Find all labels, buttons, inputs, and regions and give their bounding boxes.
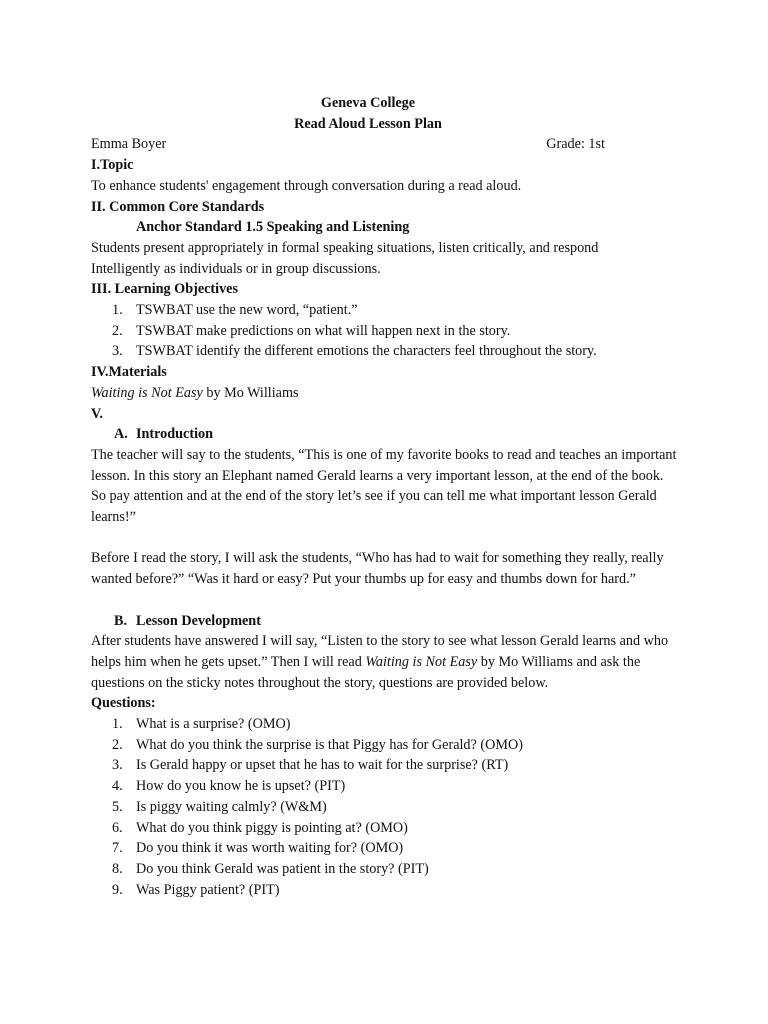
questions-heading: Questions: <box>91 695 156 712</box>
list-text: Do you think it was worth waiting for? (OMO) <box>136 840 404 857</box>
author-grade-row <box>91 134 605 155</box>
topic-heading: I.Topic <box>91 157 134 174</box>
objectives-heading: III. Learning Objectives <box>91 281 238 298</box>
list-number: 8. <box>112 860 123 877</box>
list-number: 3. <box>112 757 123 774</box>
materials-heading: IV.Materials <box>91 364 167 381</box>
list-number: 7. <box>112 840 123 857</box>
list-text: What is a surprise? (OMO) <box>136 716 291 733</box>
standards-heading: II. Common Core Standards <box>91 198 265 215</box>
paragraph-text: by Mo Williams and ask the questions on the sticky notes throughout the story, questions are provided below. <box>91 653 641 691</box>
list-text: Was Piggy patient? (PIT) <box>136 881 280 898</box>
introduction-heading <box>91 424 681 445</box>
book-author: by Mo Williams <box>202 384 299 401</box>
section-title: Introduction <box>136 426 213 443</box>
college-name: Geneva College <box>320 95 416 111</box>
list-text: What do you think piggy is pointing at? (OMO) <box>136 819 408 836</box>
questions-list <box>91 714 681 900</box>
list-number: 4. <box>112 778 123 795</box>
list-text: Do you think Gerald was patient in the story? (PIT) <box>136 860 429 877</box>
list-text: Is Gerald happy or upset that he has to wait for the surprise? (RT) <box>136 757 509 774</box>
list-number: 1. <box>112 302 123 319</box>
section-v-heading: V. <box>91 405 103 422</box>
list-item <box>91 880 681 901</box>
list-text: TSWBAT identify the different emotions the characters feel throughout the story. <box>136 343 597 360</box>
list-item <box>91 818 681 839</box>
list-number: 1. <box>112 716 123 733</box>
standards-text-line-1: Students present appropriately in formal speaking situations, listen critically, and respond <box>91 239 599 256</box>
list-item <box>91 300 681 321</box>
list-item <box>91 714 681 735</box>
objectives-list <box>91 300 681 362</box>
list-item <box>91 341 681 362</box>
introduction-paragraph-1: The teacher will say to the students, “This is one of my favorite books to read and teaches an important lesson. In this story an Elephant named Gerald learns a very important lesson, at the end of the book. So pay attention and at the end of the story let’s see if you can tell me what important lesson Gerald learns!” <box>91 446 677 526</box>
introduction-paragraph-2: Before I read the story, I will ask the students, “Who has had to wait for something they really, really wanted before?” “Was it hard or easy? Put your thumbs up for easy and thumbs down for hard.” <box>91 550 664 588</box>
list-number: 5. <box>112 798 123 815</box>
anchor-standard: Anchor Standard 1.5 Speaking and Listening <box>136 219 410 236</box>
section-letter: B. <box>114 612 128 629</box>
list-text: TSWBAT use the new word, “patient.” <box>136 302 358 319</box>
section-title: Lesson Development <box>136 612 261 629</box>
list-text: How do you know he is upset? (PIT) <box>136 778 346 795</box>
list-text: TSWBAT make predictions on what will happen next in the story. <box>136 322 511 339</box>
list-number: 6. <box>112 819 123 836</box>
list-number: 3. <box>112 343 123 360</box>
list-number: 2. <box>112 736 123 753</box>
list-text: Is piggy waiting calmly? (W&M) <box>136 798 327 815</box>
lesson-plan-page <box>91 93 681 900</box>
spacer <box>91 528 681 549</box>
list-text: What do you think the surprise is that Piggy has for Gerald? (OMO) <box>136 736 523 753</box>
grade-level: Grade: 1st <box>546 136 605 153</box>
book-title-inline: Waiting is Not Easy <box>365 653 478 670</box>
author-name: Emma Boyer <box>91 136 167 153</box>
list-item <box>91 735 681 756</box>
list-number: 9. <box>112 881 123 898</box>
list-number: 2. <box>112 322 123 339</box>
development-heading <box>91 611 681 632</box>
list-item <box>91 321 681 342</box>
list-item <box>91 859 681 880</box>
document-title: Read Aloud Lesson Plan <box>294 115 442 132</box>
list-item <box>91 776 681 797</box>
paragraph-text: After students have answered I will say, “Listen to the story to see what lesson Gerald learns and who helps him when he gets upset.” Then I will read <box>91 633 669 670</box>
list-item <box>91 755 681 776</box>
list-item <box>91 797 681 818</box>
topic-text: To enhance students' engagement through conversation during a read aloud. <box>91 177 522 194</box>
standards-text-line-2: Intelligently as individuals or in group discussions. <box>91 260 381 277</box>
development-paragraph <box>91 631 681 693</box>
section-letter: A. <box>114 426 128 443</box>
list-item <box>91 838 681 859</box>
spacer <box>91 590 681 611</box>
materials-text <box>91 383 681 404</box>
book-title: Waiting is Not Easy <box>91 384 203 401</box>
